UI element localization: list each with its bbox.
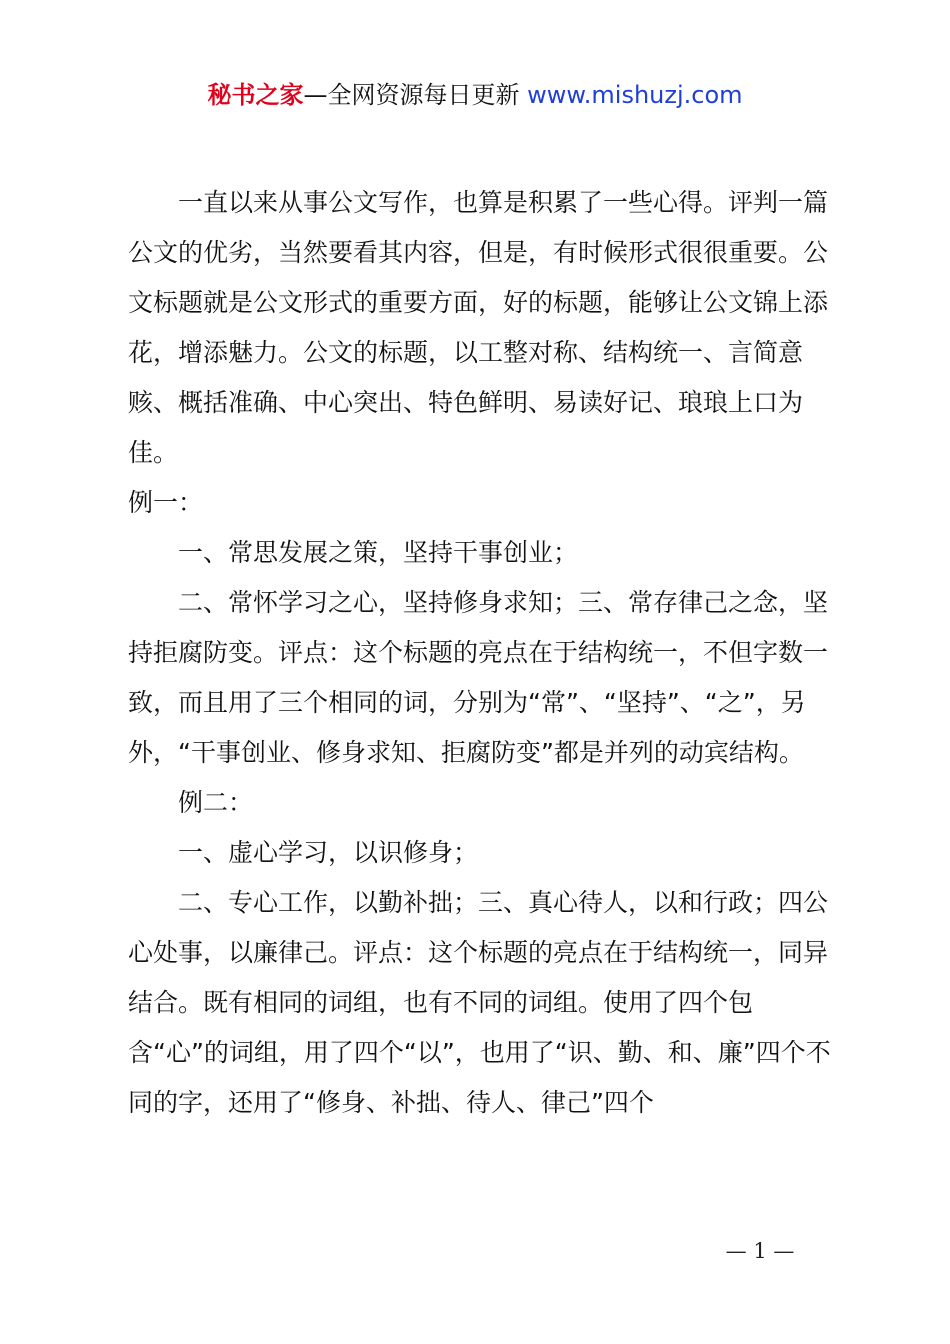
page-number: — 1 — bbox=[725, 1239, 795, 1263]
page-header bbox=[0, 78, 950, 112]
example-two-line-1: 一、虚心学习，以识修身； bbox=[178, 838, 479, 867]
intro-paragraph: 一直以来从事公文写作，也算是积累了一些心得。评判一篇公文的优劣，当然要看其内容，但是，有时候形式很很重要。公文标题就是公文形式的重要方面，好的标题，能够让公文锦上添花，增添魅力。公文的标题，以工整对称、结构统一、言简意赅、概括准确、中心突出、特色鲜明、易读好记、琅琅上口为佳。 bbox=[128, 188, 829, 467]
example-two-commentary: 二、专心工作，以勤补拙；三、真心待人，以和行政；四公心处事，以廉律己。评点：这个标题的亮点在于结构统一，同异结合。既有相同的词组，也有不同的词组。使用了四个包含“心”的词组，用了四个“以”，也用了“识、勤、和、廉”四个不同的字，还用了“修身、补拙、待人、律己”四个 bbox=[128, 888, 831, 1117]
website-link[interactable]: www.mishuzj.com bbox=[527, 81, 743, 109]
header-tagline: —全网资源每日更新 bbox=[303, 81, 520, 109]
example-two-heading: 例二： bbox=[178, 788, 254, 817]
example-one-heading: 例一： bbox=[128, 488, 204, 517]
brand-name[interactable]: 秘书之家 bbox=[207, 81, 304, 109]
document-body bbox=[128, 178, 840, 1128]
example-one-commentary: 二、常怀学习之心，坚持修身求知；三、常存律己之念，坚持拒腐防变。评点：这个标题的亮点在于结构统一，不但字数一致，而且用了三个相同的词，分别为“常”、“坚持”、“之”，另外，“干事创业、修身求知、拒腐防变”都是并列的动宾结构。 bbox=[128, 588, 829, 767]
example-one-line-1: 一、常思发展之策，坚持干事创业； bbox=[178, 538, 579, 567]
